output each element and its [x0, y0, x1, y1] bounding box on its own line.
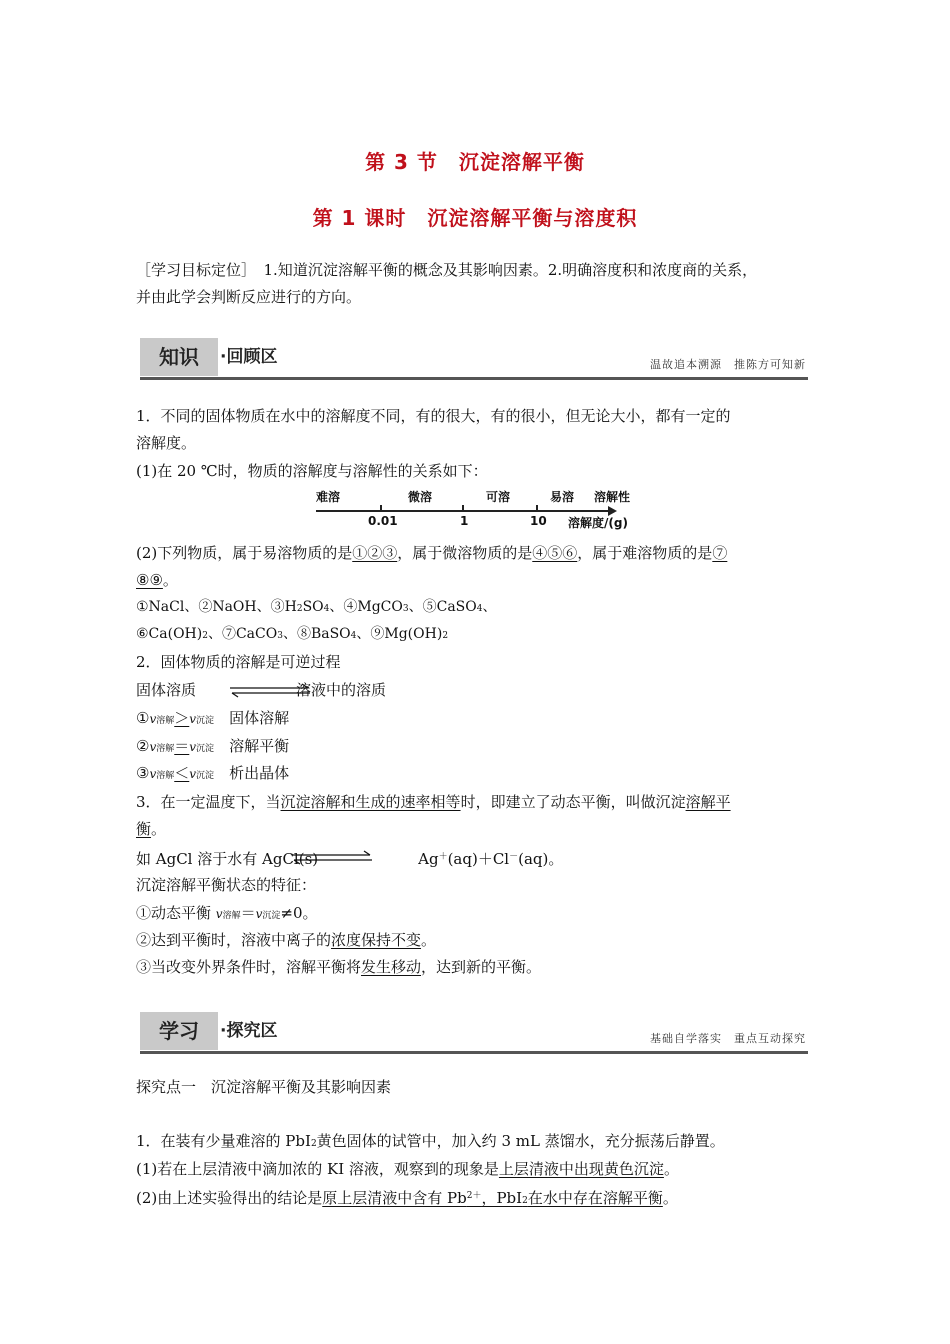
scale-tick-label: 0.01: [368, 514, 398, 528]
scale-tick-label: 10: [530, 514, 547, 528]
answer-blank: ①②③: [352, 544, 398, 562]
scale-label: 微溶: [408, 490, 433, 504]
review-s3a: 3．在一定温度下，当沉淀溶解和生成的速率相等时，即建立了动态平衡，叫做沉淀溶解平: [136, 793, 731, 811]
explore-point-title: 探究点一 沉淀溶解平衡及其影响因素: [136, 1078, 392, 1096]
condition-3: ③v溶解＜v沉淀 析出晶体: [136, 764, 290, 782]
substance-list-2: ⑥Ca(OH)2、⑦CaCO3、⑧BaSO4、⑨Mg(OH)2: [136, 626, 449, 642]
review-s2: 2．固体物质的溶解是可逆过程: [136, 653, 341, 671]
review-p3a: (2)下列物质，属于易溶物质的是①②③，属于微溶物质的是④⑤⑥，属于难溶物质的是⑦: [136, 544, 728, 562]
section-band-explore: [136, 1008, 808, 1054]
band-tab: 学习: [140, 1012, 218, 1050]
answer-blank: ⑧⑨: [136, 571, 163, 589]
band-tab: 知识: [140, 338, 218, 376]
answer-blank: ⑦: [712, 544, 728, 562]
reversible-arrow-icon: [282, 847, 382, 867]
explore-q2: (1)若在上层清液中滴加浓的 KI 溶液，观察到的现象是上层清液中出现黄色沉淀。: [136, 1160, 679, 1178]
review-p1a: 1．不同的固体物质在水中的溶解度不同，有的很大，有的很小，但无论大小，都有一定的: [136, 407, 731, 425]
band-label: ·探究区: [220, 1021, 278, 1041]
explore-q3: (2)由上述实验得出的结论是原上层清液中含有 $Pb^{2+}$，PbI2在水中存在溶解平衡。: [136, 1189, 678, 1207]
lesson-title: 第 1 课时 沉淀溶解平衡与溶度积: [312, 206, 638, 230]
review-s3b: 衡。: [136, 820, 167, 838]
answer-blank: 溶解平: [685, 793, 731, 811]
agcl-equation: 如 AgCl 溶于水有 AgCl(s) Ag＋(aq)＋Cl－(aq)。: [136, 850, 564, 868]
answer-blank: 衡: [136, 820, 152, 838]
answer-blank: 沉淀溶解和生成的速率相等: [280, 793, 461, 811]
condition-2: ②v溶解＝v沉淀 溶解平衡: [136, 737, 290, 755]
band-rule: [140, 377, 808, 380]
scale-label: 易溶: [550, 490, 575, 504]
scale-label: 溶解性: [594, 490, 631, 504]
reversible-arrow-icon: [220, 680, 320, 700]
answer-blank: 原上层清液中含有 $Pb^{2+}$，PbI2在水中存在溶解平衡: [322, 1189, 663, 1207]
answer-blank: 上层清液中出现黄色沉淀: [498, 1160, 664, 1178]
band-label: ·回顾区: [220, 347, 278, 367]
section-band-review: [136, 334, 808, 380]
band-motto: 基础自学落实 重点互动探究: [650, 1032, 806, 1045]
scale-tick: [380, 505, 382, 512]
answer-blank: ④⑤⑥: [532, 544, 578, 562]
section-title: 第 3 节 沉淀溶解平衡: [365, 150, 585, 174]
scale-tick-label: 1: [460, 514, 469, 528]
explore-q1: 1．在装有少量难溶的 PbI2黄色固体的试管中，加入约 3 mL 蒸馏水，充分振荡后静置。: [136, 1132, 725, 1150]
scale-unit: 溶解度/(g): [568, 516, 628, 530]
scale-label: 可溶: [486, 490, 511, 504]
feature-2: ②达到平衡时，溶液中离子的浓度保持不变。: [136, 931, 437, 949]
feature-3: ③当改变外界条件时，溶解平衡将发生移动，达到新的平衡。: [136, 958, 542, 976]
band-rule: [140, 1051, 808, 1054]
answer-blank: 发生移动: [361, 958, 422, 976]
condition-1: ①v溶解＞v沉淀 固体溶解: [136, 709, 290, 727]
band-motto: 温故追本溯源 推陈方可知新: [650, 358, 806, 371]
feature-heading: 沉淀溶解平衡状态的特征：: [136, 876, 317, 894]
feature-1: ①动态平衡 v溶解＝v沉淀≠0。: [136, 904, 318, 922]
substance-list-1: ①NaCl、②NaOH、③H2SO4、④MgCO3、⑤CaSO4、: [136, 599, 497, 615]
scale-label: 难溶: [316, 490, 341, 504]
scale-tick: [462, 505, 464, 512]
answer-blank: 浓度保持不变: [331, 931, 422, 949]
objectives-line-2: 并由此学会判断反应进行的方向。: [136, 288, 362, 306]
review-p3b: ⑧⑨。: [136, 571, 178, 589]
objectives-line-1: ［学习目标定位］ 1.知道沉淀溶解平衡的概念及其影响因素。2.明确溶度积和浓度商的关系，: [136, 261, 758, 279]
scale-tick: [536, 505, 538, 512]
review-p2: (1)在 20 ℃时，物质的溶解度与溶解性的关系如下：: [136, 462, 488, 480]
reversible-process: 固体溶质 溶液中的溶质: [136, 681, 387, 699]
solubility-scale: [310, 486, 650, 532]
review-p1b: 溶解度。: [136, 434, 197, 452]
